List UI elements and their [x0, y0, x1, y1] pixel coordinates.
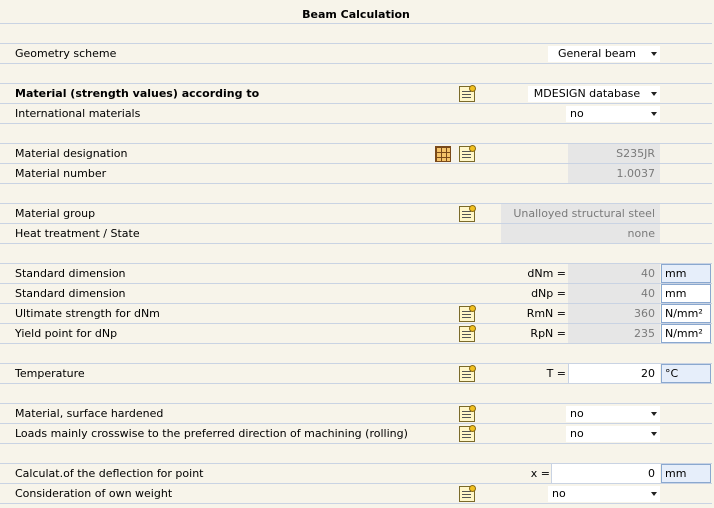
spacer-row — [0, 344, 712, 364]
standard-dimension-m-symbol: dNm = — [527, 267, 566, 280]
standard-dimension-m-label: Standard dimension — [15, 267, 126, 280]
note-icon[interactable] — [459, 366, 475, 382]
standard-dimension-p-value: 40 — [568, 284, 660, 303]
loads-crosswise-value: no — [570, 427, 584, 440]
ultimate-strength-label: Ultimate strength for dNm — [15, 307, 160, 320]
material-number-value: 1.0037 — [568, 164, 660, 183]
international-materials-label: International materials — [15, 107, 141, 120]
geometry-scheme-label: Geometry scheme — [15, 47, 117, 60]
note-icon[interactable] — [459, 406, 475, 422]
note-icon[interactable] — [459, 306, 475, 322]
chevron-down-icon — [651, 432, 657, 436]
standard-dimension-m-unit[interactable]: mm — [661, 264, 711, 283]
note-icon[interactable] — [459, 326, 475, 342]
row-surface-hardened — [0, 404, 712, 424]
title-row — [0, 4, 712, 24]
note-icon[interactable] — [459, 146, 475, 162]
row-material-designation — [0, 144, 712, 164]
row-standard-dimension-p — [0, 284, 712, 304]
loads-crosswise-label: Loads mainly crosswise to the preferred direction of machining (rolling) — [15, 427, 408, 440]
note-icon[interactable] — [459, 486, 475, 502]
standard-dimension-m-value: 40 — [568, 264, 660, 283]
row-heat-treatment — [0, 224, 712, 244]
yield-point-symbol: RpN = — [530, 327, 566, 340]
deflection-point-unit[interactable]: mm — [661, 464, 711, 483]
deflection-point-label: Calculat.of the deflection for point — [15, 467, 204, 480]
row-material-according-to — [0, 84, 712, 104]
loads-crosswise-select[interactable] — [566, 426, 660, 442]
row-standard-dimension-m — [0, 264, 712, 284]
geometry-scheme-select[interactable] — [548, 46, 660, 62]
chevron-down-icon — [651, 492, 657, 496]
heat-treatment-value: none — [501, 224, 660, 243]
row-geometry-scheme — [0, 44, 712, 64]
temperature-label: Temperature — [15, 367, 85, 380]
standard-dimension-p-symbol: dNp = — [531, 287, 566, 300]
spacer-row — [0, 24, 712, 44]
deflection-point-symbol: x = — [530, 467, 550, 480]
temperature-input[interactable]: 20 — [568, 364, 660, 383]
international-materials-select[interactable] — [566, 106, 660, 122]
deflection-point-input[interactable]: 0 — [551, 464, 660, 483]
row-material-number — [0, 164, 712, 184]
yield-point-label: Yield point for dNp — [15, 327, 118, 340]
spacer-row — [0, 244, 712, 264]
note-icon[interactable] — [459, 426, 475, 442]
row-loads-crosswise — [0, 424, 712, 444]
material-number-label: Material number — [15, 167, 107, 180]
material-designation-value: S235JR — [568, 144, 660, 163]
own-weight-value: no — [552, 487, 566, 500]
row-yield-point — [0, 324, 712, 344]
chevron-down-icon — [651, 52, 657, 56]
spacer-row — [0, 64, 712, 84]
row-own-weight — [0, 484, 712, 504]
material-according-to-label: Material (strength values) according to — [15, 87, 260, 100]
spacer-row — [0, 444, 712, 464]
temperature-symbol: T = — [546, 367, 566, 380]
note-icon[interactable] — [459, 206, 475, 222]
ultimate-strength-value: 360 — [568, 304, 660, 323]
yield-point-value: 235 — [568, 324, 660, 343]
note-icon[interactable] — [459, 86, 475, 102]
own-weight-label: Consideration of own weight — [15, 487, 173, 500]
spacer-row — [0, 124, 712, 144]
material-group-value: Unalloyed structural steel — [501, 204, 660, 223]
temperature-unit[interactable]: °C — [661, 364, 711, 383]
material-according-to-value: MDESIGN database — [533, 87, 641, 100]
material-group-label: Material group — [15, 207, 96, 220]
surface-hardened-label: Material, surface hardened — [15, 407, 164, 420]
chevron-down-icon — [651, 92, 657, 96]
yield-point-unit[interactable]: N/mm² — [661, 324, 711, 343]
surface-hardened-select[interactable] — [566, 406, 660, 422]
material-according-to-select[interactable] — [528, 86, 660, 102]
standard-dimension-p-label: Standard dimension — [15, 287, 126, 300]
geometry-scheme-value: General beam — [557, 47, 637, 60]
ultimate-strength-symbol: RmN = — [526, 307, 566, 320]
standard-dimension-p-unit[interactable]: mm — [661, 284, 711, 303]
chevron-down-icon — [651, 412, 657, 416]
row-international-materials — [0, 104, 712, 124]
spacer-row — [0, 184, 712, 204]
ultimate-strength-unit[interactable]: N/mm² — [661, 304, 711, 323]
row-material-group — [0, 204, 712, 224]
row-ultimate-strength — [0, 304, 712, 324]
spacer-row — [0, 384, 712, 404]
page-title: Beam Calculation — [302, 8, 410, 21]
material-designation-label: Material designation — [15, 147, 128, 160]
surface-hardened-value: no — [570, 407, 584, 420]
own-weight-select[interactable] — [548, 486, 660, 502]
heat-treatment-label: Heat treatment / State — [15, 227, 140, 240]
row-temperature — [0, 364, 712, 384]
table-icon[interactable] — [435, 146, 451, 162]
chevron-down-icon — [651, 112, 657, 116]
international-materials-value: no — [570, 107, 584, 120]
row-deflection-point — [0, 464, 712, 484]
